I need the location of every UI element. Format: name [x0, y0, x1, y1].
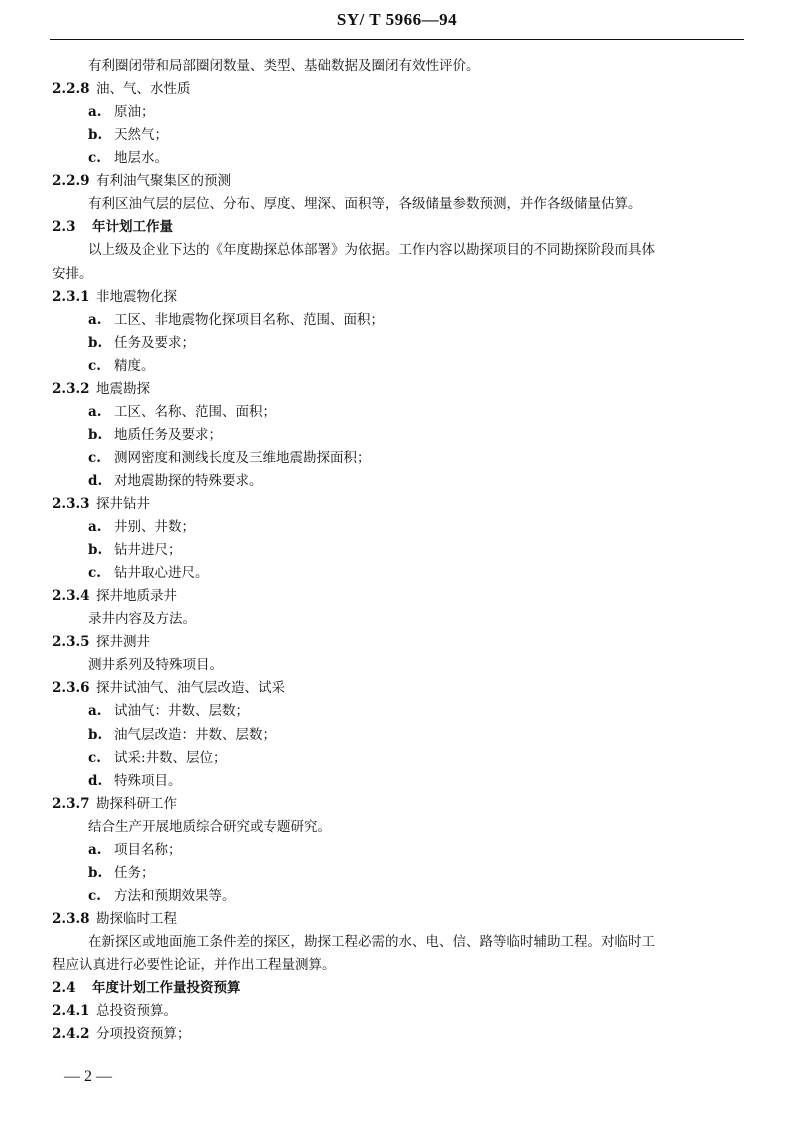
page-number: — 2 —: [64, 1068, 112, 1085]
section-heading: [52, 586, 177, 606]
list-item-marker: a.: [88, 104, 102, 121]
section-number: 2.2.8: [52, 81, 90, 97]
section-number: 2.3.6: [52, 680, 90, 697]
list-item-text: 特殊项目。: [114, 772, 182, 789]
list-item-marker: c.: [88, 449, 101, 466]
list-item-text: 天然气；: [114, 127, 168, 144]
section-number: 2.4.2: [52, 1026, 90, 1043]
paragraph-line: 以上级及企业下达的《年度勘探总体部署》为依据。工作内容以勘探项目的不同勘探阶段而具体: [88, 242, 655, 259]
list-item-marker: b.: [88, 127, 103, 144]
list-item: [88, 863, 155, 883]
list-item-marker: b.: [88, 334, 103, 351]
list-item-marker: a.: [88, 519, 102, 535]
section-title: 年计划工作量: [92, 219, 173, 236]
standard-code-header: SY/ T 5966—94: [336, 10, 458, 29]
list-item-marker: b.: [88, 426, 103, 443]
list-item: [88, 333, 195, 353]
list-item: [88, 356, 155, 376]
section-heading: [52, 978, 241, 998]
list-item: [88, 471, 263, 491]
list-item-marker: c.: [88, 150, 101, 167]
list-item-text: 工区、非地震物化探项目名称、范围、面积；: [114, 311, 384, 328]
list-item-text: 任务及要求；: [114, 334, 195, 351]
list-item: [88, 840, 182, 860]
list-item: [88, 125, 168, 145]
list-item-text: 测网密度和测线长度及三维地震勘探面积；: [114, 449, 371, 466]
list-item: [88, 402, 276, 422]
list-item-text: 任务；: [114, 864, 155, 881]
list-item-marker: c.: [88, 887, 101, 904]
list-item-text: 试油气：井数、层数；: [114, 703, 249, 720]
list-item-text: 对地震勘探的特殊要求。: [114, 472, 263, 489]
section-number: 2.3.8: [52, 910, 90, 927]
section-number: 2.2.9: [52, 173, 90, 190]
list-item-text: 钻井取心进尺。: [114, 565, 209, 582]
paragraph-line: 安排。: [52, 265, 93, 282]
list-item: [88, 102, 155, 122]
list-item-marker: a.: [88, 703, 102, 720]
section-heading: [52, 1001, 177, 1021]
list-item-marker: b.: [88, 542, 103, 558]
list-item-marker: b.: [88, 726, 103, 743]
section-title: 总投资预算。: [96, 1003, 177, 1020]
list-item-text: 地层水。: [114, 150, 168, 167]
section-title: 油、气、水性质: [96, 81, 191, 97]
section-title: 年度计划工作量投资预算: [92, 980, 241, 996]
section-heading: [52, 287, 177, 307]
section-title: 探井试油气、油气层改造、试采: [96, 680, 285, 697]
section-number: 2.3.5: [52, 634, 90, 651]
section-number: 2.3.2: [52, 380, 90, 397]
list-item-marker: b.: [88, 864, 103, 881]
list-item: [88, 540, 182, 560]
list-item: [88, 563, 209, 583]
list-item-marker: a.: [88, 311, 102, 328]
list-item: [88, 148, 168, 168]
section-title: 非地震物化探: [96, 288, 177, 305]
section-number: 2.3.4: [52, 588, 90, 605]
list-item-text: 试采:井数、层位；: [114, 749, 227, 766]
paragraph-line: 结合生产开展地质综合研究或专题研究。: [88, 818, 331, 835]
list-item-text: 项目名称；: [114, 841, 182, 858]
section-heading: [52, 1024, 191, 1044]
list-item-text: 方法和预期效果等。: [114, 887, 236, 904]
section-title: 探井地质录井: [96, 588, 177, 605]
section-number: 2.4.1: [52, 1003, 90, 1020]
section-heading: [52, 794, 177, 814]
list-item: [88, 425, 222, 445]
list-item-text: 钻井进尺；: [114, 542, 182, 558]
section-title: 探井钻井: [96, 495, 150, 512]
list-item: [88, 725, 276, 745]
paragraph-line: 有利圈闭带和局部圈闭数量、类型、基础数据及圈闭有效性评价。: [88, 58, 480, 74]
paragraph-line: 有利区油气层的层位、分布、厚度、埋深、面积等，各级储量参数预测，并作各级储量估算。: [88, 196, 642, 213]
list-item-marker: d.: [88, 772, 103, 789]
list-item: [88, 886, 236, 906]
list-item-text: 原油；: [114, 104, 155, 121]
section-number: 2.3.1: [52, 288, 90, 305]
paragraph-line: 测井系列及特殊项目。: [88, 657, 223, 674]
section-title: 分项投资预算；: [96, 1026, 191, 1043]
section-heading: [52, 494, 150, 514]
section-number: 2.4: [52, 980, 76, 996]
section-heading: [52, 79, 191, 99]
list-item-marker: d.: [88, 472, 103, 489]
list-item-text: 油气层改造：井数、层数；: [114, 726, 276, 743]
list-item-marker: c.: [88, 749, 101, 766]
section-number: 2.3: [52, 219, 76, 236]
section-heading: [52, 217, 173, 237]
list-item: [88, 310, 384, 330]
section-heading: [52, 678, 285, 698]
list-item-marker: c.: [88, 357, 101, 374]
list-item-text: 井别、井数；: [114, 519, 195, 535]
section-title: 勘探科研工作: [96, 795, 177, 812]
section-heading: [52, 632, 150, 652]
list-item: [88, 771, 182, 791]
section-title: 勘探临时工程: [96, 910, 177, 927]
section-heading: [52, 171, 231, 191]
section-title: 探井测井: [96, 634, 150, 651]
list-item-text: 精度。: [114, 357, 155, 374]
section-title: 地震勘探: [96, 380, 150, 397]
list-item-marker: c.: [88, 565, 101, 582]
list-item-text: 工区、名称、范围、面积；: [114, 403, 276, 420]
section-number: 2.3.3: [52, 495, 90, 512]
list-item: [88, 748, 227, 768]
list-item: [88, 517, 195, 537]
section-title: 有利油气聚集区的预测: [96, 173, 231, 190]
paragraph-line: 在新探区或地面施工条件差的探区，勘探工程必需的水、电、信、路等临时辅助工程。对临时工: [88, 933, 655, 950]
list-item: [88, 701, 249, 721]
paragraph-line: 程应认真进行必要性论证，并作出工程量测算。: [52, 957, 336, 973]
list-item-text: 地质任务及要求；: [114, 426, 222, 443]
section-number: 2.3.7: [52, 795, 90, 812]
paragraph-line: 录井内容及方法。: [88, 611, 196, 628]
list-item: [88, 448, 371, 468]
list-item-marker: a.: [88, 841, 102, 858]
section-heading: [52, 909, 177, 929]
list-item-marker: a.: [88, 403, 102, 420]
section-heading: [52, 379, 150, 399]
